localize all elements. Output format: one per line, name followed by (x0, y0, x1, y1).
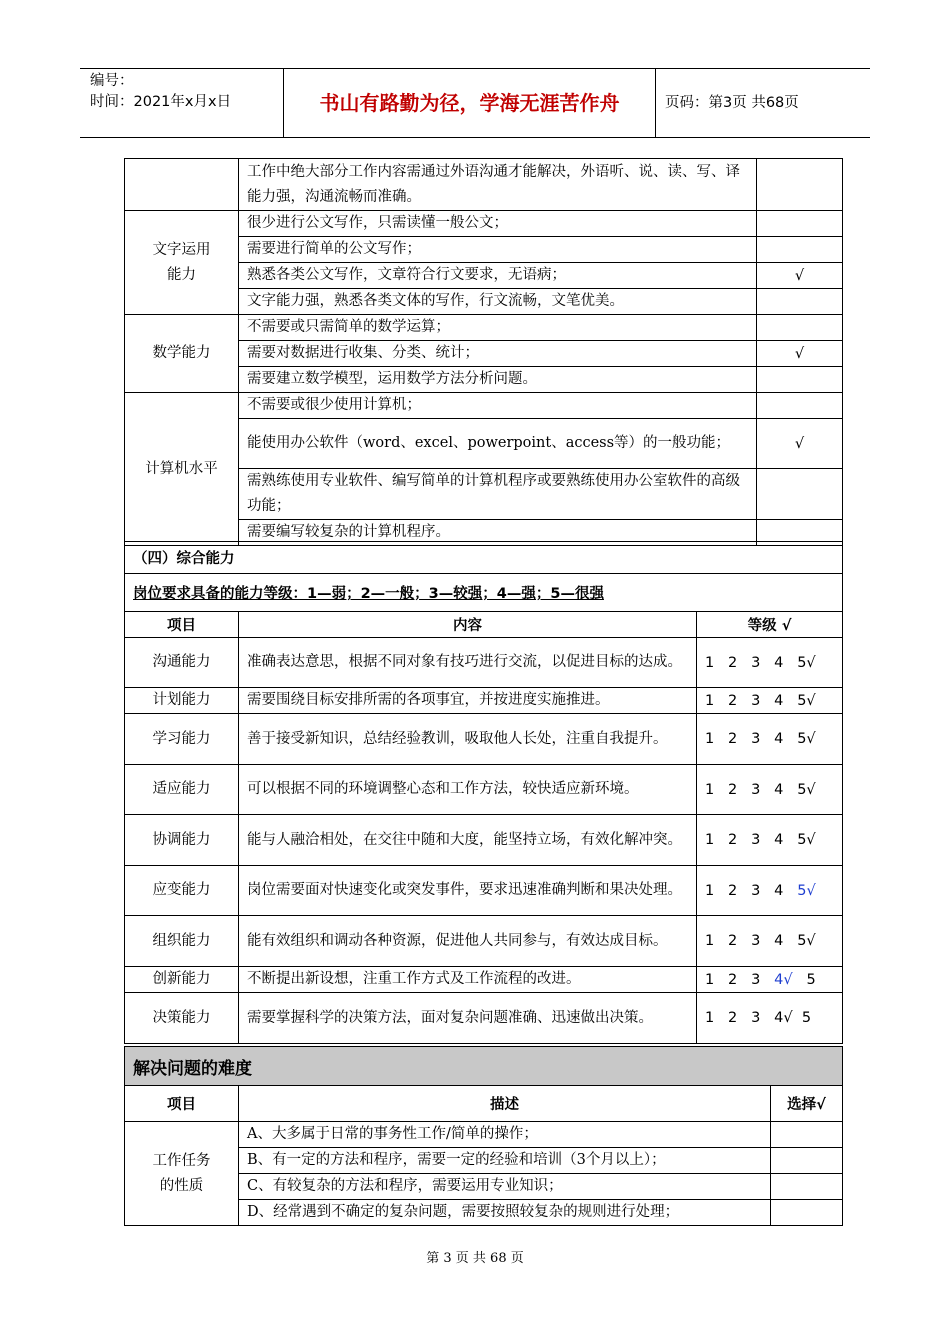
col-desc: 描述 (239, 1086, 771, 1122)
computer-item: 能使用办公软件（word、excel、powerpoint、access等）的一般功能； (239, 419, 757, 469)
writing-mark (757, 289, 843, 315)
ability-desc: 能与人融洽相处，在交往中随和大度，能坚持立场，有效化解冲突。 (239, 815, 697, 866)
computer-item: 需熟练使用专业软件、编写简单的计算机程序或要熟练使用办公室软件的高级功能； (239, 469, 757, 520)
level-selected: 5√ (797, 882, 816, 899)
math-mark (757, 367, 843, 393)
col-item: 项目 (125, 1086, 239, 1122)
ability-desc: 不断提出新设想，注重工作方式及工作流程的改进。 (239, 967, 697, 993)
header-meta (80, 69, 284, 137)
ability-name: 组织能力 (125, 916, 239, 967)
date-label: 时间：2021年x月x日 (90, 94, 232, 110)
writing-label: 文字运用能力 (125, 211, 239, 315)
ability-desc: 能有效组织和调动各种资源，促进他人共同参与，有效达成目标。 (239, 916, 697, 967)
math-item: 需要建立数学模型，运用数学方法分析问题。 (239, 367, 757, 393)
ability-name: 计划能力 (125, 688, 239, 714)
ability-level: 1 2 3 4 5√ (697, 765, 843, 815)
option-select (771, 1174, 843, 1200)
ability-desc: 岗位需要面对快速变化或突发事件，要求迅速准确判断和果决处理。 (239, 866, 697, 916)
option-item: C、有较复杂的方法和程序，需要运用专业知识； (239, 1174, 771, 1200)
math-mark: √ (757, 341, 843, 367)
computer-item: 需要编写较复杂的计算机程序。 (239, 520, 757, 546)
computer-mark (757, 393, 843, 419)
computer-item: 不需要或很少使用计算机； (239, 393, 757, 419)
col-item: 项目 (125, 612, 239, 638)
language-mark (757, 159, 843, 211)
difficulty-title: 解决问题的难度 (125, 1047, 843, 1086)
table-row (125, 688, 843, 714)
option-item: B、有一定的方法和程序，需要一定的经验和培训（3个月以上）； (239, 1148, 771, 1174)
computer-label: 计算机水平 (125, 393, 239, 546)
ability-desc: 善于接受新知识，总结经验教训，吸取他人长处，注重自我提升。 (239, 714, 697, 765)
computer-mark (757, 469, 843, 520)
writing-mark (757, 211, 843, 237)
ability-name: 决策能力 (125, 993, 239, 1044)
ability-desc: 需要围绕目标安排所需的各项事宜，并按进度实施推进。 (239, 688, 697, 714)
ability-level: 1 2 3 4√ 5 (697, 993, 843, 1044)
option-select (771, 1200, 843, 1226)
language-label-cell (125, 159, 239, 211)
level-scale: 1 2 3 4 (705, 882, 798, 899)
math-mark (757, 315, 843, 341)
ability-desc: 准确表达意思，根据不同对象有技巧进行交流，以促进目标的达成。 (239, 638, 697, 688)
col-content: 内容 (239, 612, 697, 638)
ability-name: 创新能力 (125, 967, 239, 993)
difficulty-table (124, 1046, 843, 1226)
ability-desc: 需要掌握科学的决策方法，面对复杂问题准确、迅速做出决策。 (239, 993, 697, 1044)
ability-desc: 可以根据不同的环境调整心态和工作方法，较快适应新环境。 (239, 765, 697, 815)
page-info: 页码：第3页 共68页 (665, 95, 799, 111)
language-desc: 工作中绝大部分工作内容需通过外语沟通才能解决，外语听、说、读、写、译能力强，沟通流畅而准确。 (239, 159, 757, 211)
ability-level: 1 2 3 4 5√ (697, 916, 843, 967)
writing-item: 需要进行简单的公文写作； (239, 237, 757, 263)
page-footer: 第 3 页 共 68 页 (426, 1251, 524, 1266)
level-legend: 岗位要求具备的能力等级：1—弱；2—一般；3—较强；4—强；5—很强 (125, 574, 843, 612)
writing-mark (757, 237, 843, 263)
level-selected: 4√ (774, 971, 793, 988)
table-row (125, 714, 843, 765)
ability-level: 1 2 3 4 5√ (697, 688, 843, 714)
ability-level: 1 2 3 4 5√ (697, 638, 843, 688)
col-select: 选择√ (771, 1086, 843, 1122)
page-header (80, 68, 870, 138)
math-item: 不需要或只需简单的数学运算； (239, 315, 757, 341)
level-tail: 5 (792, 971, 816, 988)
option-item: D、经常遇到不确定的复杂问题，需要按照较复杂的规则进行处理； (239, 1200, 771, 1226)
writing-item: 熟悉各类公文写作，文章符合行文要求，无语病； (239, 263, 757, 289)
writing-mark: √ (757, 263, 843, 289)
ability-name: 沟通能力 (125, 638, 239, 688)
table-row (125, 993, 843, 1044)
ability-name: 协调能力 (125, 815, 239, 866)
motto: 书山有路勤为径，学海无涯苦作舟 (284, 69, 656, 137)
writing-item: 文字能力强，熟悉各类文体的写作，行文流畅，文笔优美。 (239, 289, 757, 315)
ability-name: 学习能力 (125, 714, 239, 765)
writing-item: 很少进行公文写作，只需读懂一般公文； (239, 211, 757, 237)
table-row (125, 765, 843, 815)
computer-mark: √ (757, 419, 843, 469)
level-scale: 1 2 3 (705, 971, 775, 988)
math-label: 数学能力 (125, 315, 239, 393)
table-row (125, 916, 843, 967)
ability-level: 1 2 3 4 5√ (697, 815, 843, 866)
option-select (771, 1148, 843, 1174)
option-item: A、大多属于日常的事务性工作/简单的操作； (239, 1122, 771, 1148)
table-row (125, 967, 843, 993)
math-item: 需要对数据进行收集、分类、统计； (239, 341, 757, 367)
task-label: 工作任务的性质 (125, 1122, 239, 1226)
skills-table (124, 158, 843, 546)
ability-name: 适应能力 (125, 765, 239, 815)
composite-section-title: （四）综合能力 (125, 542, 843, 574)
table-row (125, 638, 843, 688)
ability-level: 1 2 3 4 5√ (697, 714, 843, 765)
composite-table (124, 541, 843, 1044)
col-level: 等级 √ (697, 612, 843, 638)
number-label: 编号： (90, 73, 134, 89)
ability-name: 应变能力 (125, 866, 239, 916)
table-row (125, 866, 843, 916)
ability-level (697, 866, 843, 916)
ability-level (697, 967, 843, 993)
option-select (771, 1122, 843, 1148)
table-row (125, 815, 843, 866)
